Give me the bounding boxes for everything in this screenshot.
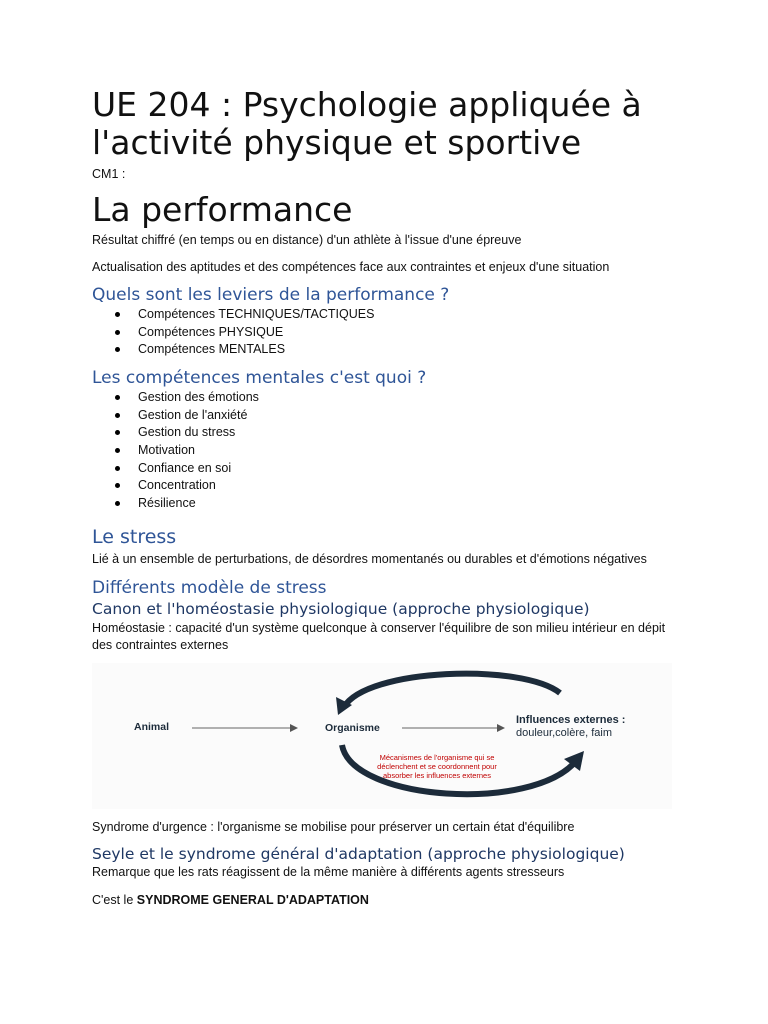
leviers-list bbox=[92, 306, 374, 359]
performance-def-1: Résultat chiffré (en temps ou en distance) d'un athlète à l'issue d'une épreuve bbox=[92, 233, 522, 247]
cm-label: CM1 : bbox=[92, 167, 126, 181]
organisme-label: Organisme bbox=[325, 722, 380, 734]
sga-term: SYNDROME GENERAL D'ADAPTATION bbox=[136, 893, 369, 907]
urgence-text: Syndrome d'urgence : l'organisme se mobilise pour préserver un certain état d'équilibre bbox=[92, 820, 575, 834]
list-item: Résilience bbox=[92, 495, 259, 513]
list-item: Motivation bbox=[92, 442, 259, 460]
cycle-arc-top bbox=[344, 674, 560, 707]
seyle-heading: Seyle et le syndrome général d'adaptation (approche physiologique) bbox=[92, 845, 625, 863]
performance-heading: La performance bbox=[92, 190, 353, 229]
sga-line bbox=[92, 892, 369, 909]
animal-label: Animal bbox=[134, 721, 170, 733]
leviers-heading: Quels sont les leviers de la performance ? bbox=[92, 285, 450, 305]
mecanismes-note: Mécanismes de l'organisme qui se déclenchent et se coordonnent pour absorber les influences externes bbox=[377, 753, 497, 780]
homeostasis-diagram bbox=[92, 663, 672, 809]
stress-def: Lié à un ensemble de perturbations, de désordres momentanés ou durables et d'émotions négatives bbox=[92, 552, 647, 566]
mentales-list bbox=[92, 389, 259, 513]
mentales-heading: Les compétences mentales c'est quoi ? bbox=[92, 368, 427, 388]
list-item: Gestion des émotions bbox=[92, 389, 259, 407]
list-item: Compétences TECHNIQUES/TACTIQUES bbox=[92, 306, 374, 324]
homeostasie-def: Homéostasie : capacité d'un système quelconque à conserver l'équilibre de son milieu intérieur en dépit des contraintes externes bbox=[92, 621, 666, 652]
list-item: Gestion de l'anxiété bbox=[92, 407, 259, 425]
list-item: Concentration bbox=[92, 477, 259, 495]
canon-heading: Canon et l'homéostasie physiologique (approche physiologique) bbox=[92, 600, 590, 618]
list-item: Compétences PHYSIQUE bbox=[92, 324, 374, 342]
stress-heading: Le stress bbox=[92, 526, 177, 548]
list-item: Gestion du stress bbox=[92, 424, 259, 442]
sga-prefix: C'est le bbox=[92, 893, 134, 907]
influences-detail: douleur,colère, faim bbox=[516, 727, 612, 739]
influences-label: Influences externes : bbox=[516, 714, 626, 726]
document-title: UE 204 : Psychologie appliquée à l'activité physique et sportive bbox=[92, 85, 642, 162]
performance-def-2: Actualisation des aptitudes et des compétences face aux contraintes et enjeux d'une situation bbox=[92, 260, 610, 274]
list-item: Compétences MENTALES bbox=[92, 341, 374, 359]
list-item: Confiance en soi bbox=[92, 460, 259, 478]
modeles-heading: Différents modèle de stress bbox=[92, 578, 327, 598]
seyle-remarque: Remarque que les rats réagissent de la même manière à différents agents stresseurs bbox=[92, 865, 565, 879]
